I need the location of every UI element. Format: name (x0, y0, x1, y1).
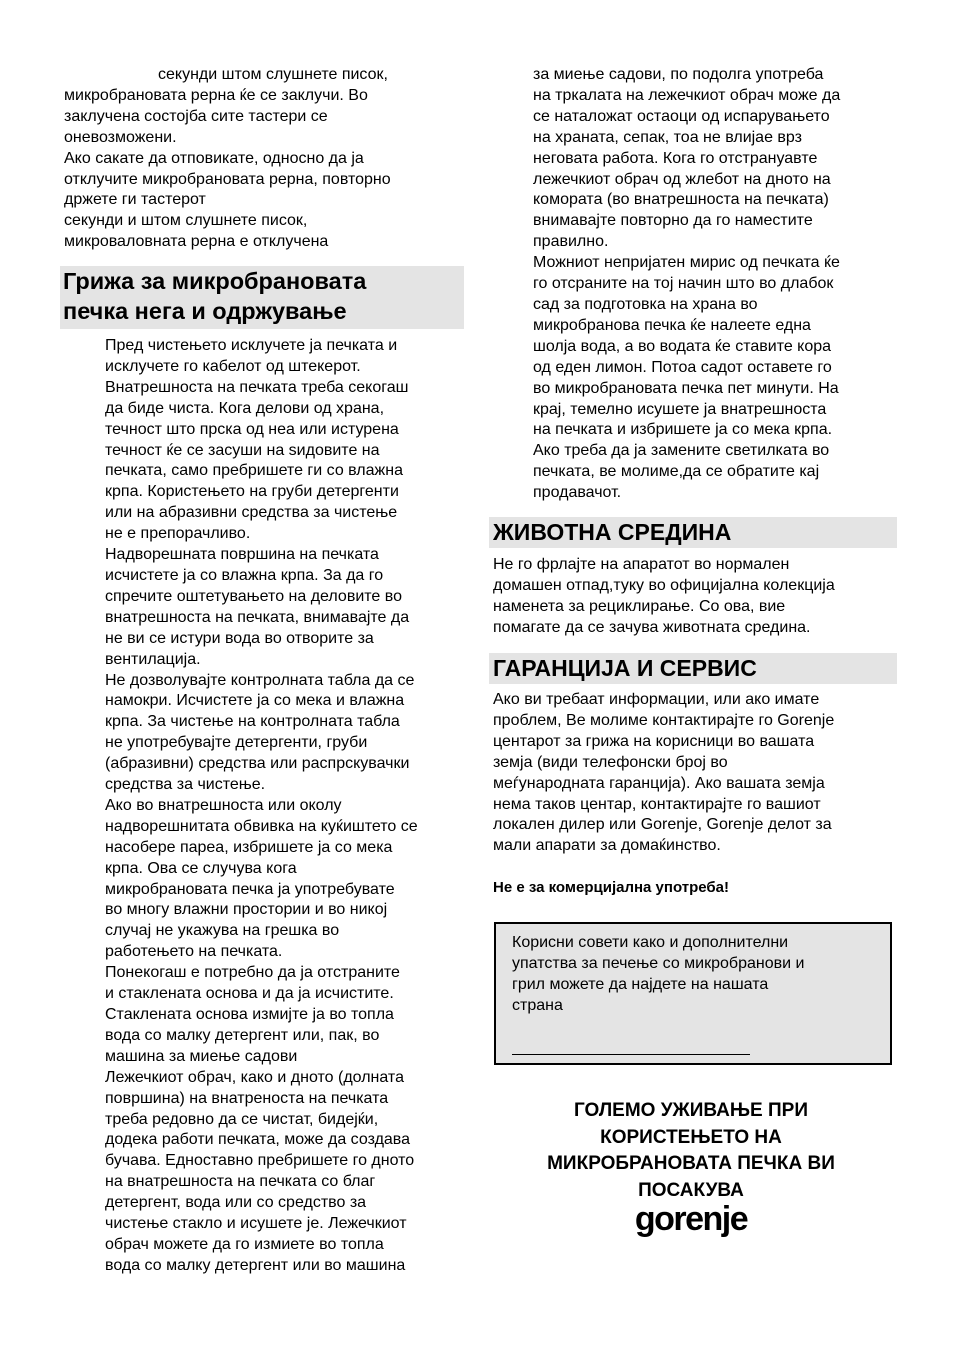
heading-line: печка нега и одржување (63, 298, 347, 324)
text-line: оневозможени. (64, 128, 177, 146)
text-line: Лежечкиот обрач, како и дното (долната (105, 1068, 404, 1086)
text-line: да биде чиста. Кога делови од храна, (105, 399, 385, 417)
text-line: секунди и штом слушнете писок, (64, 212, 308, 230)
text-line: површина) на внатреноста на печката (105, 1089, 389, 1107)
text-line: ГОЛЕМО УЖИВАЊЕ ПРИ (574, 1100, 808, 1121)
text-line: вода со малку детергент или, пак, во (105, 1026, 380, 1044)
text-line: крпа. Ова се случува кога (105, 859, 297, 877)
text-line: сад за подготовка на храна во (533, 295, 758, 313)
text-line: микробранова печка ќе налеете една (533, 316, 811, 334)
text-line: Ако ви требаат информации, или ако имате (493, 691, 820, 708)
text-line: машина за миење садови (105, 1047, 298, 1065)
text-line: случај не укажува на грешка во (105, 922, 340, 940)
text-line: го отсраните на тој начин што во длабок (533, 275, 834, 293)
text-line: Внатрешноста на печката треба секогаш (105, 378, 409, 396)
tips-box (494, 922, 892, 1065)
text-line: надворешнитата обвивка на куќиштето се (105, 817, 418, 835)
text-line: обрач можете да го измиете во топла (105, 1235, 384, 1253)
text-line: исклучете го кабелот од штекерот. (105, 357, 361, 375)
text-line: отклучите микробрановата рерна, повторно (64, 170, 391, 188)
text-line: грил можете да најдете на нашата (512, 975, 769, 993)
text-line: правилно. (533, 233, 609, 251)
text-line: намокри. Исчистете ја со мека и влажна (105, 692, 405, 710)
text-line: крај, темелно исушете ја внатрешноста (533, 400, 827, 418)
text-line: Ако сакате да отповикате, односно да ја (64, 149, 364, 167)
text-line: микробрановата печка ја употребувате (105, 880, 395, 898)
text-line: не ви се истури вода во отворите за (105, 629, 374, 647)
text-line: течност што прска од неа или истурена (105, 420, 399, 438)
text-line: печката, само пребришете ги со влажна (105, 462, 403, 480)
text-line: од еден лимон. Потоа садот оставете го (533, 358, 832, 376)
gorenje-logo (591, 1200, 791, 1240)
left-column-intro (64, 65, 474, 253)
text-line: упатства за печење со микробранови и (512, 954, 805, 972)
text-line: на храната, сепак, тоа не влијае врз (533, 128, 802, 146)
text-line: не употребувајте детергенти, груби (105, 734, 368, 752)
care-section-text (105, 336, 470, 1277)
environment-heading: ЖИВОТНА СРЕДИНА (489, 517, 897, 548)
text-line: на тркалата на лежечкиот обрач може да (533, 86, 841, 104)
text-line: Надворешната површина на печката (105, 546, 379, 564)
text-line: вода со малку детергент или во машина (105, 1256, 406, 1274)
heading-line: Грижа за микробрановата (63, 268, 367, 294)
text-line: држете ги тастерот (64, 191, 206, 209)
text-line: микроваловната рерна е отклучена (64, 233, 329, 251)
text-line: треба редовно да се чистат, бидејќи, (105, 1110, 379, 1128)
tips-box-text (512, 933, 862, 1017)
text-line: чистење стакло и исушете је. Лежечкиот (105, 1215, 407, 1233)
text-line: локален дилер или Gorenje, Gorenje делот за (493, 816, 832, 834)
text-line: вентилација. (105, 650, 201, 668)
text-line: лежечкиот обрач од жлебот на дното на (533, 170, 831, 188)
text-line: работењето на печката. (105, 943, 283, 961)
text-line: земја (види телефонски број во (493, 753, 728, 771)
text-line: заклучена состојба сите тастери се (64, 107, 328, 125)
care-section-heading (60, 266, 464, 329)
text-line: крпа. Користењето на груби детергенти (105, 483, 399, 501)
text-line: бучава. Едноставно пребришете го дното (105, 1152, 415, 1170)
text-line: печката, ве молиме,да се обратите кај (533, 463, 820, 481)
text-line: Стаклената основа измијте ја во топла (105, 1006, 394, 1023)
text-line: домашен отпад,туку во официјална колекција (493, 576, 835, 594)
text-line: наменета за рециклирање. Со ова, вие (493, 597, 786, 615)
text-line: додека работи печката, може да создава (105, 1131, 411, 1149)
text-line: исчистете ја со влажна крпа. За да го (105, 566, 384, 584)
warranty-service-heading: ГАРАНЦИЈА И СЕРВИС (489, 653, 897, 684)
text-line: детергент, вода или со средство за (105, 1194, 367, 1212)
text-line: Можниот непријатен мирис од печката ќе (533, 254, 840, 272)
text-line: насобере пареа, избришете ја со мека (105, 838, 393, 856)
text-line: помагате да се зачува животната средина. (493, 618, 811, 636)
text-line: Понекогаш е потребно да ја отстраните (105, 964, 400, 982)
text-line: не е препорачливо. (105, 525, 251, 543)
text-line: Корисни совети како и дополнителни (512, 934, 789, 951)
text-line: спречите оштетувањето на деловите во (105, 587, 402, 605)
text-line: се наталожат остаоци од испарувањето (533, 107, 830, 125)
text-line: или на абразивни средства за чистење (105, 504, 398, 522)
text-line: течност ќе се засуши на ѕидовите на (105, 441, 380, 459)
text-line: внимавајте повторно да го наместите (533, 212, 813, 230)
text-line: внатрешноста на печката, внимавајте да (105, 608, 410, 626)
text-line: (абразивни) средства или распрскувачки (105, 755, 410, 773)
text-line: Ако во внатрешноста или околу (105, 796, 342, 814)
text-line: МИКРОБРАНОВАТА ПЕЧКА ВИ (547, 1153, 835, 1174)
text-line: нема таков центар, контактирајте го вашиот (493, 795, 821, 813)
text-line: проблем, Ве молиме контактирајте го Gorenje (493, 711, 835, 729)
text-line: микробрановата рерна ќе се заклучи. Во (64, 86, 368, 104)
text-line: неговата работа. Кога го отстрануавте (533, 149, 818, 167)
environment-text (493, 555, 893, 639)
text-line: Не дозволувајте контролната табла да се (105, 671, 415, 689)
warranty-service-text (493, 690, 893, 857)
text-line: страна (512, 996, 563, 1014)
text-line: шолја вода, а во водата ќе ставите кора (533, 337, 832, 355)
text-line: на внатрешноста на печката со благ (105, 1173, 376, 1191)
text-line: мали апарати за домаќинство. (493, 837, 721, 855)
text-line: ПОСАКУВА (638, 1179, 744, 1201)
text-line: КОРИСТЕЊЕТО НА (600, 1126, 782, 1148)
text-line: за миење садови, по подолга употреба (533, 66, 824, 83)
closing-message (495, 1098, 887, 1204)
text-line: во многу влажни простории и во никој (105, 901, 388, 919)
text-line: Ако треба да ја замените светилката во (533, 442, 830, 460)
text-line: на печката и избришете ја со мека крпа. (533, 421, 833, 439)
logo-wordmark: gorenje (634, 1200, 748, 1238)
blank-fill-line (512, 1054, 750, 1055)
right-column-care-continued (533, 65, 895, 504)
text-line: Не го фрлајте на апаратот во нормален (493, 556, 790, 573)
text-line: Пред чистењето исклучете ја печката и (105, 337, 398, 354)
text-line: меѓународната гаранција). Ако вашата земја (493, 774, 825, 792)
text-line: и стаклената основа и да ја исчистите. (105, 985, 394, 1003)
text-line: средства за чистење. (105, 776, 266, 794)
text-line: крпа. За чистење на контролната табла (105, 713, 400, 731)
text-line: секунди штом слушнете писок, (158, 66, 388, 83)
text-line: центарот за грижа на корисници во вашата (493, 732, 815, 750)
text-line: во микробрановата печка пет минути. На (533, 379, 839, 397)
text-line: комората (во внатрешноста на печката) (533, 191, 829, 209)
text-line: продавачот. (533, 484, 622, 502)
not-for-commercial-use-note: Не е за комерцијална употреба! (493, 879, 729, 896)
